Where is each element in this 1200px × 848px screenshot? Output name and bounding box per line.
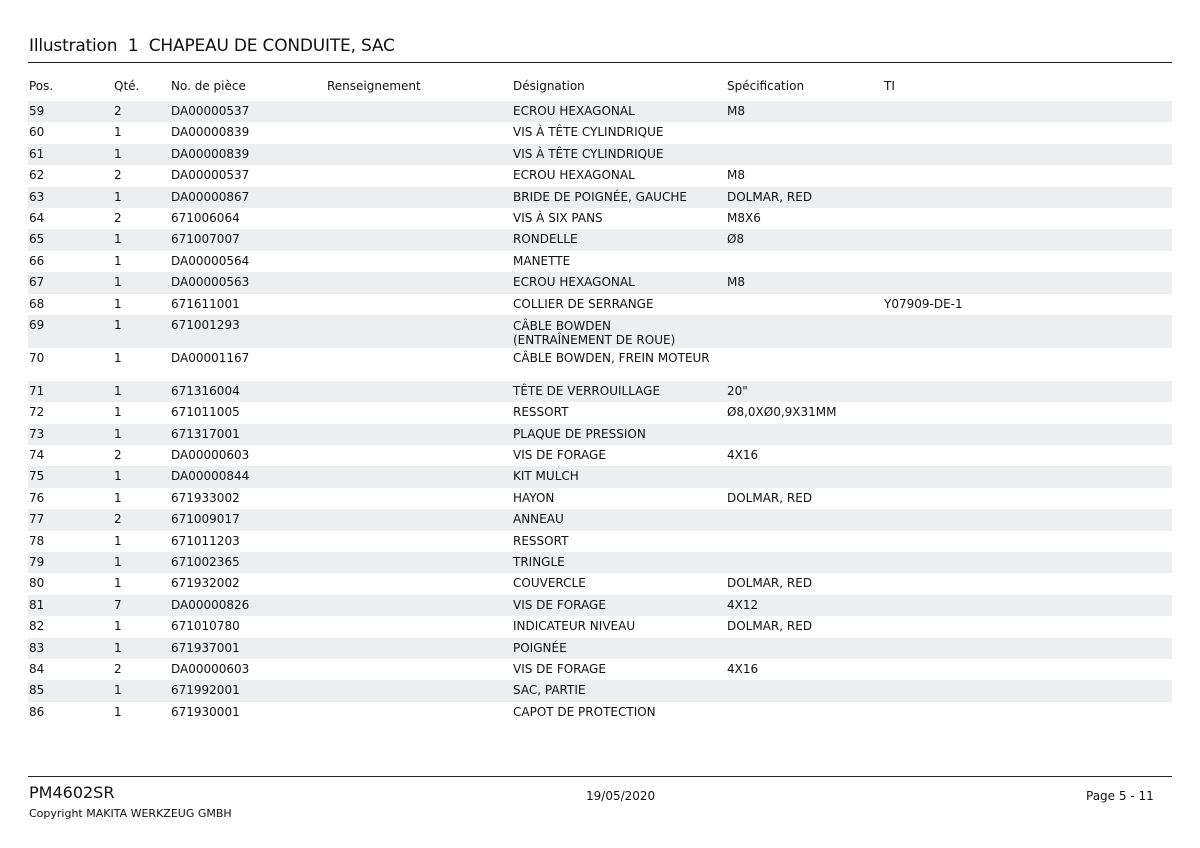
cell-qty: 1 <box>114 640 122 655</box>
cell-designation: CAPOT DE PROTECTION <box>513 704 656 719</box>
table-row <box>28 466 1172 487</box>
model-number: PM4602SR <box>29 783 115 802</box>
cell-qty: 1 <box>114 146 122 161</box>
cell-pos: 63 <box>29 189 45 204</box>
table-row <box>28 348 1172 381</box>
cell-designation: TÊTE DE VERROUILLAGE <box>513 383 661 398</box>
cell-part-number: DA00000826 <box>171 597 250 612</box>
cell-part-number: 671932002 <box>171 576 240 591</box>
cell-qty: 7 <box>114 597 122 612</box>
header-info: Renseignement <box>327 79 421 93</box>
cell-specification: M8 <box>727 275 745 290</box>
cell-qty: 2 <box>114 448 122 463</box>
cell-pos: 80 <box>29 576 45 591</box>
cell-designation: CÂBLE BOWDEN, FREIN MOTEUR <box>513 350 710 365</box>
table-row <box>28 402 1172 423</box>
cell-part-number: 671001293 <box>171 317 240 332</box>
cell-part-number: 671992001 <box>171 683 240 698</box>
cell-designation: VIS À SIX PANS <box>513 210 603 225</box>
table-row <box>28 680 1172 701</box>
cell-pos: 68 <box>29 296 45 311</box>
cell-part-number: 671933002 <box>171 490 240 505</box>
cell-designation: BRIDE DE POIGNÉE, GAUCHE <box>513 189 687 204</box>
cell-qty: 1 <box>114 317 122 332</box>
cell-pos: 67 <box>29 275 45 290</box>
cell-specification: DOLMAR, RED <box>727 490 813 505</box>
cell-part-number: DA00000563 <box>171 275 250 290</box>
cell-part-number: 671010780 <box>171 619 240 634</box>
cell-pos: 76 <box>29 490 45 505</box>
cell-qty: 1 <box>114 405 122 420</box>
cell-qty: 1 <box>114 533 122 548</box>
cell-designation: POIGNÉE <box>513 640 567 655</box>
cell-pos: 85 <box>29 683 45 698</box>
cell-part-number: DA00000844 <box>171 469 250 484</box>
page-number: Page 5 - 11 <box>1086 789 1154 803</box>
cell-ti: Y07909-DE-1 <box>884 296 963 311</box>
table-row <box>28 294 1172 315</box>
cell-part-number: DA00000537 <box>171 168 250 183</box>
cell-pos: 83 <box>29 640 45 655</box>
cell-specification: 4X12 <box>727 597 759 612</box>
cell-part-number: 671930001 <box>171 704 240 719</box>
cell-part-number: DA00000564 <box>171 253 250 268</box>
cell-designation: ECROU HEXAGONAL <box>513 168 635 183</box>
cell-designation: PLAQUE DE PRESSION <box>513 426 646 441</box>
cell-qty: 2 <box>114 168 122 183</box>
cell-qty: 1 <box>114 350 122 365</box>
cell-qty: 1 <box>114 383 122 398</box>
cell-designation: CÂBLE BOWDEN (ENTRAÎNEMENT DE ROUE) <box>513 318 676 347</box>
table-row <box>28 165 1172 186</box>
cell-pos: 70 <box>29 350 45 365</box>
cell-qty: 1 <box>114 275 122 290</box>
cell-pos: 86 <box>29 704 45 719</box>
cell-qty: 2 <box>114 210 122 225</box>
table-row <box>28 616 1172 637</box>
cell-pos: 75 <box>29 469 45 484</box>
cell-part-number: 671316004 <box>171 383 240 398</box>
table-row <box>28 272 1172 293</box>
header-part-number: No. de pièce <box>171 79 246 93</box>
cell-designation: MANETTE <box>513 253 571 268</box>
cell-designation: VIS À TÊTE CYLINDRIQUE <box>513 125 664 140</box>
header-ti: TI <box>884 79 895 93</box>
cell-designation: HAYON <box>513 490 555 505</box>
table-row <box>28 144 1172 165</box>
cell-qty: 1 <box>114 619 122 634</box>
table-row <box>28 659 1172 680</box>
cell-pos: 61 <box>29 146 45 161</box>
cell-part-number: 671002365 <box>171 555 240 570</box>
cell-designation: INDICATEUR NIVEAU <box>513 619 636 634</box>
header-divider <box>28 62 1172 63</box>
cell-designation: TRINGLE <box>513 555 565 570</box>
cell-part-number: DA00000867 <box>171 189 250 204</box>
table-row <box>28 509 1172 530</box>
table-row <box>28 702 1172 723</box>
cell-designation: RESSORT <box>513 405 569 420</box>
cell-designation: ECROU HEXAGONAL <box>513 104 635 118</box>
page-title: Illustration 1 CHAPEAU DE CONDUITE, SAC <box>29 36 395 56</box>
cell-specification: Ø8 <box>727 232 745 247</box>
cell-specification: 4X16 <box>727 661 759 676</box>
cell-pos: 71 <box>29 383 45 398</box>
cell-pos: 77 <box>29 512 45 527</box>
copyright: Copyright MAKITA WERKZEUG GMBH <box>29 807 232 820</box>
cell-part-number: 671007007 <box>171 232 240 247</box>
cell-designation: VIS À TÊTE CYLINDRIQUE <box>513 146 664 161</box>
table-row <box>28 122 1172 143</box>
table-header <box>0 79 1200 95</box>
cell-pos: 82 <box>29 619 45 634</box>
cell-designation: SAC, PARTIE <box>513 683 586 698</box>
table-row <box>28 424 1172 445</box>
cell-pos: 73 <box>29 426 45 441</box>
cell-qty: 1 <box>114 704 122 719</box>
table-row <box>28 229 1172 250</box>
table-row <box>28 595 1172 616</box>
cell-part-number: DA00000603 <box>171 661 250 676</box>
cell-specification: DOLMAR, RED <box>727 189 813 204</box>
cell-part-number: 671009017 <box>171 512 240 527</box>
cell-part-number: 671937001 <box>171 640 240 655</box>
parts-table <box>0 101 1200 723</box>
cell-designation: RONDELLE <box>513 232 578 247</box>
cell-designation: VIS DE FORAGE <box>513 597 606 612</box>
cell-specification: DOLMAR, RED <box>727 576 813 591</box>
cell-qty: 1 <box>114 426 122 441</box>
cell-qty: 1 <box>114 469 122 484</box>
cell-part-number: 671011203 <box>171 533 240 548</box>
table-row <box>28 573 1172 594</box>
cell-specification: 4X16 <box>727 448 759 463</box>
cell-part-number: DA00000839 <box>171 125 250 140</box>
cell-qty: 2 <box>114 661 122 676</box>
cell-specification: 20" <box>727 383 748 398</box>
cell-pos: 64 <box>29 210 45 225</box>
table-row <box>28 531 1172 552</box>
cell-designation: RESSORT <box>513 533 569 548</box>
cell-specification: DOLMAR, RED <box>727 619 813 634</box>
cell-pos: 69 <box>29 317 45 332</box>
cell-qty: 1 <box>114 125 122 140</box>
cell-designation: VIS DE FORAGE <box>513 448 606 463</box>
cell-pos: 72 <box>29 405 45 420</box>
cell-pos: 79 <box>29 555 45 570</box>
cell-part-number: DA00000603 <box>171 448 250 463</box>
footer-divider <box>28 776 1172 777</box>
cell-specification: M8X6 <box>727 210 761 225</box>
cell-qty: 1 <box>114 253 122 268</box>
table-row <box>28 488 1172 509</box>
cell-qty: 2 <box>114 104 122 118</box>
cell-qty: 1 <box>114 576 122 591</box>
table-row <box>28 187 1172 208</box>
cell-designation: ANNEAU <box>513 512 564 527</box>
cell-part-number: DA00001167 <box>171 350 250 365</box>
cell-pos: 62 <box>29 168 45 183</box>
cell-pos: 81 <box>29 597 45 612</box>
table-row <box>28 445 1172 466</box>
table-row <box>28 208 1172 229</box>
cell-pos: 59 <box>29 104 45 118</box>
header-pos: Pos. <box>29 79 54 93</box>
cell-part-number: 671011005 <box>171 405 240 420</box>
cell-part-number: 671611001 <box>171 296 240 311</box>
cell-qty: 1 <box>114 555 122 570</box>
header-designation: Désignation <box>513 79 585 93</box>
cell-specification: M8 <box>727 168 745 183</box>
cell-designation: VIS DE FORAGE <box>513 661 606 676</box>
cell-qty: 2 <box>114 512 122 527</box>
header-qty: Qté. <box>114 79 140 93</box>
cell-pos: 84 <box>29 661 45 676</box>
table-row <box>28 315 1172 348</box>
table-row <box>28 251 1172 272</box>
cell-qty: 1 <box>114 490 122 505</box>
table-row <box>28 101 1172 122</box>
cell-designation: ECROU HEXAGONAL <box>513 275 635 290</box>
cell-designation: KIT MULCH <box>513 469 579 484</box>
cell-specification: Ø8,0XØ0,9X31MM <box>727 405 837 420</box>
cell-part-number: DA00000537 <box>171 104 250 118</box>
table-row <box>28 381 1172 402</box>
cell-qty: 1 <box>114 296 122 311</box>
cell-part-number: DA00000839 <box>171 146 250 161</box>
cell-pos: 66 <box>29 253 45 268</box>
cell-qty: 1 <box>114 232 122 247</box>
cell-pos: 60 <box>29 125 45 140</box>
cell-specification: M8 <box>727 104 745 118</box>
header-specification: Spécification <box>727 79 805 93</box>
cell-qty: 1 <box>114 189 122 204</box>
cell-pos: 65 <box>29 232 45 247</box>
table-row <box>28 552 1172 573</box>
cell-designation: COUVERCLE <box>513 576 586 591</box>
cell-pos: 78 <box>29 533 45 548</box>
cell-part-number: 671006064 <box>171 210 240 225</box>
document-date: 19/05/2020 <box>586 789 656 803</box>
cell-pos: 74 <box>29 448 45 463</box>
table-row <box>28 638 1172 659</box>
cell-part-number: 671317001 <box>171 426 240 441</box>
cell-designation: COLLIER DE SERRANGE <box>513 296 654 311</box>
cell-qty: 1 <box>114 683 122 698</box>
